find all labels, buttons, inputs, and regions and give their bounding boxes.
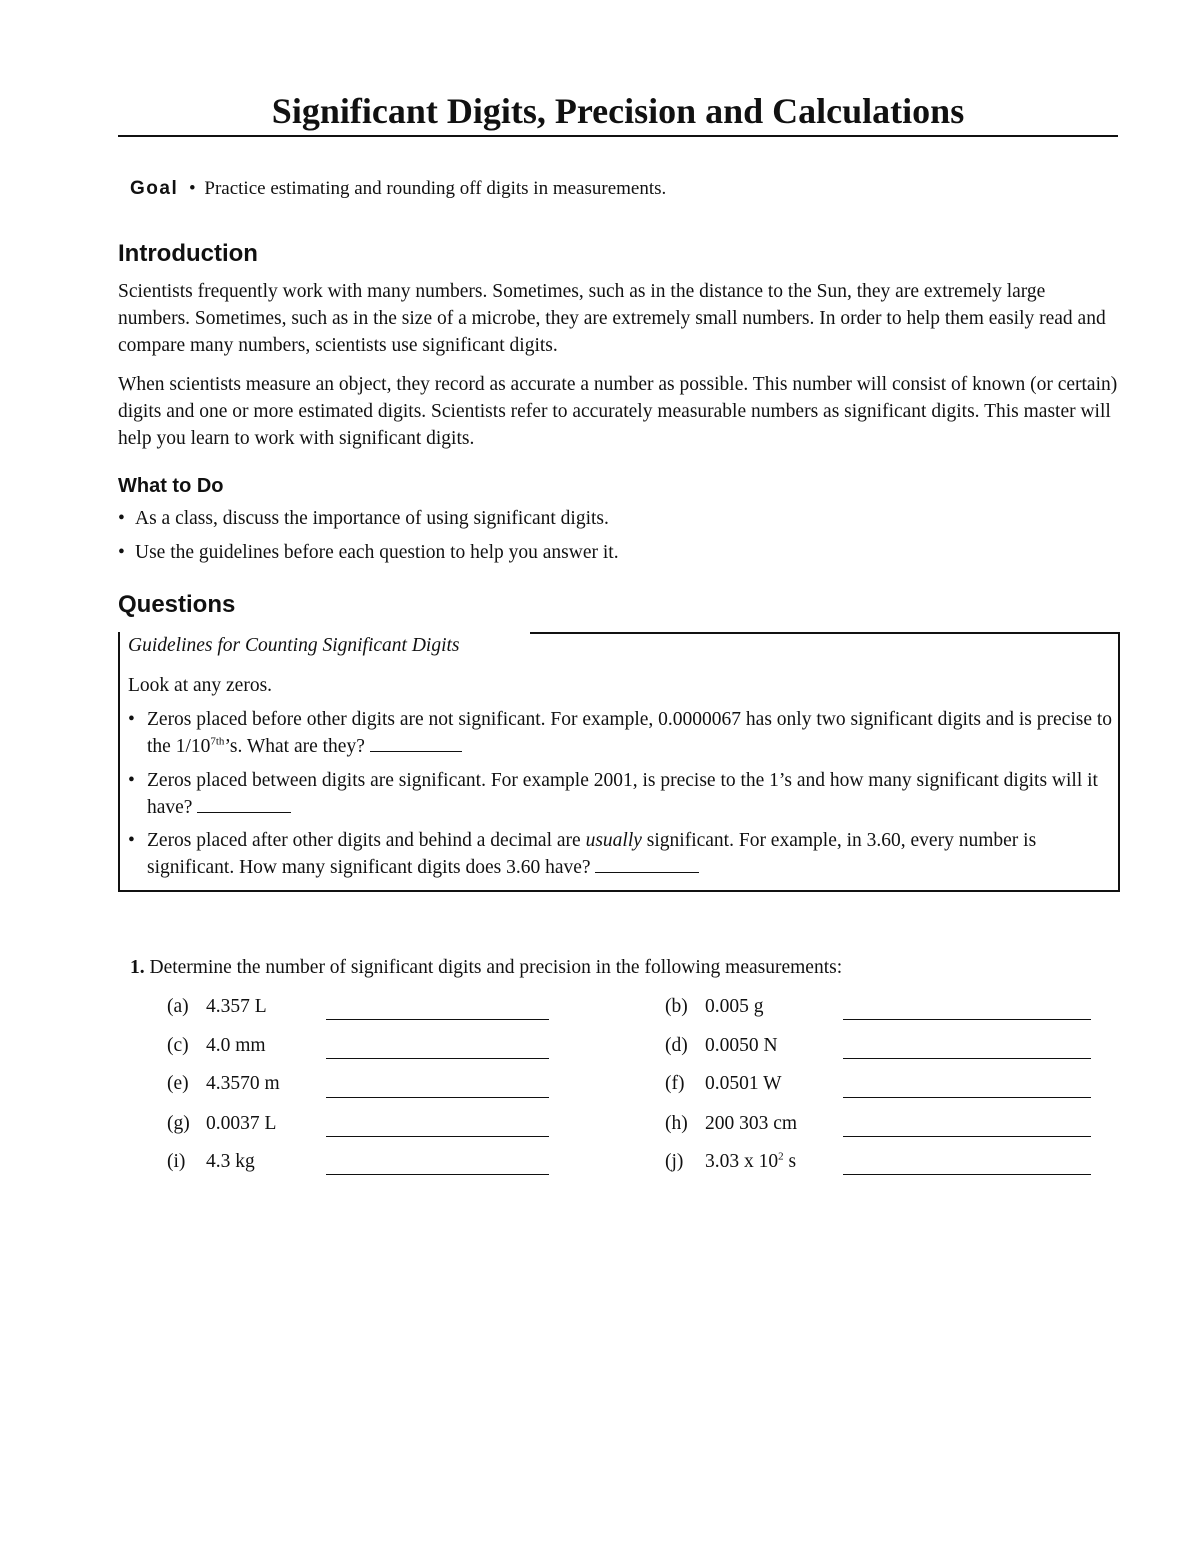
measurement-value: 4.3 kg [206,1151,255,1172]
bullet-icon: • [118,542,125,563]
guidelines-box-top-rule [530,632,1120,634]
page-title: Significant Digits, Precision and Calculations [271,91,965,131]
measurement-value: 200 303 cm [705,1113,798,1134]
bullet-icon: • [128,709,135,730]
answer-line[interactable] [326,1097,549,1098]
measurement-value [705,1151,796,1173]
guideline-item-1 [128,706,1127,760]
answer-line[interactable] [843,1097,1091,1098]
bullet-icon: • [128,830,135,851]
introduction-heading: Introduction [118,240,258,267]
what-to-do-item-text: As a class, discuss the importance of using significant digits. [135,508,609,529]
answer-line[interactable] [843,1174,1091,1175]
goal-text: Practice estimating and rounding off digits in measurements. [204,178,667,199]
bullet-icon: • [118,508,125,529]
intro-paragraph-2: When scientists measure an object, they record as accurate a number as possible. This number will consist of known (or certain) digits and one or more estimated digits. Scientists refer to accurately measurable numbers as significant digits. This master will help you learn to work with significant digits. [118,374,1118,449]
measurement-value: 0.0501 W [705,1073,782,1094]
guidelines-intro: Look at any zeros. [128,675,273,696]
guideline-item-3 [128,827,1127,881]
answer-blank[interactable] [370,733,462,752]
what-to-do-item [118,542,619,564]
answer-line[interactable] [843,1019,1091,1020]
answer-line[interactable] [326,1019,549,1020]
measurement-label: (g) [167,1113,190,1134]
measurement-value: 0.0050 N [705,1035,778,1056]
measurement-value: 4.357 L [206,996,267,1017]
bullet-icon: • [128,770,135,791]
measurement-value: 4.3570 m [206,1073,280,1094]
goal-bullet: • [188,178,196,199]
guideline-1-text: Zeros placed before other digits are not significant. For example, 0.0000067 has only two significant digits and is precise to the 1/10 [147,709,1113,757]
guideline-1-text-end: ’s. What are they? [224,736,365,757]
guideline-2-text: Zeros placed between digits are significant. For example 2001, is precise to the 1’s and how many significant digits will it have? [147,770,1098,818]
measurement-label: (c) [167,1035,189,1056]
measurement-label: (e) [167,1073,189,1094]
measurement-label: (j) [665,1151,684,1172]
intro-paragraph-1: Scientists frequently work with many numbers. Sometimes, such as in the distance to the Sun, they are extremely large numbers. Sometimes, such as in the size of a microbe, they are extremely small numbers. In order to help them easily read and compare many numbers, scientists use significant digits. [118,281,1106,356]
measurement-value: 0.005 g [705,996,764,1017]
answer-line[interactable] [326,1136,549,1137]
goal-label: Goal [130,178,179,199]
measurement-value: 0.0037 L [206,1113,277,1134]
what-to-do-item [118,508,609,530]
measurement-label: (a) [167,996,189,1017]
answer-line[interactable] [843,1136,1091,1137]
answer-blank[interactable] [595,854,699,873]
question-text: Determine the number of significant digits and precision in the following measurements: [149,957,843,978]
measurement-value-base: 3.03 x 10 [705,1151,779,1172]
what-to-do-item-text: Use the guidelines before each question to help you answer it. [135,542,619,563]
measurement-value-exponent: 2 [778,1150,784,1163]
guideline-3-emphasis: usually [585,830,642,851]
guideline-3-text: Zeros placed after other digits and behind a decimal are [147,830,581,851]
what-to-do-heading: What to Do [118,475,224,497]
goal-line [130,178,666,200]
answer-line[interactable] [326,1058,549,1059]
guideline-1-sup: 7th [210,735,225,748]
measurement-label: (h) [665,1113,688,1134]
answer-line[interactable] [326,1174,549,1175]
measurement-label: (f) [665,1073,685,1094]
guideline-item-2 [128,767,1127,821]
measurement-value-unit: s [783,1151,797,1172]
measurement-label: (i) [167,1151,186,1172]
measurement-label: (b) [665,996,688,1017]
measurement-value: 4.0 mm [206,1035,266,1056]
questions-heading: Questions [118,591,236,618]
title-rule [118,135,1118,137]
guidelines-title: Guidelines for Counting Significant Digits [128,635,460,656]
question-number: 1. [130,957,145,978]
measurement-label: (d) [665,1035,688,1056]
guideline-3-text-end: significant. For example, in 3.60, every number is significant. How many significant digits does 3.60 have? [147,830,1037,878]
answer-blank[interactable] [197,794,291,813]
answer-line[interactable] [843,1058,1091,1059]
question-1 [130,957,842,979]
